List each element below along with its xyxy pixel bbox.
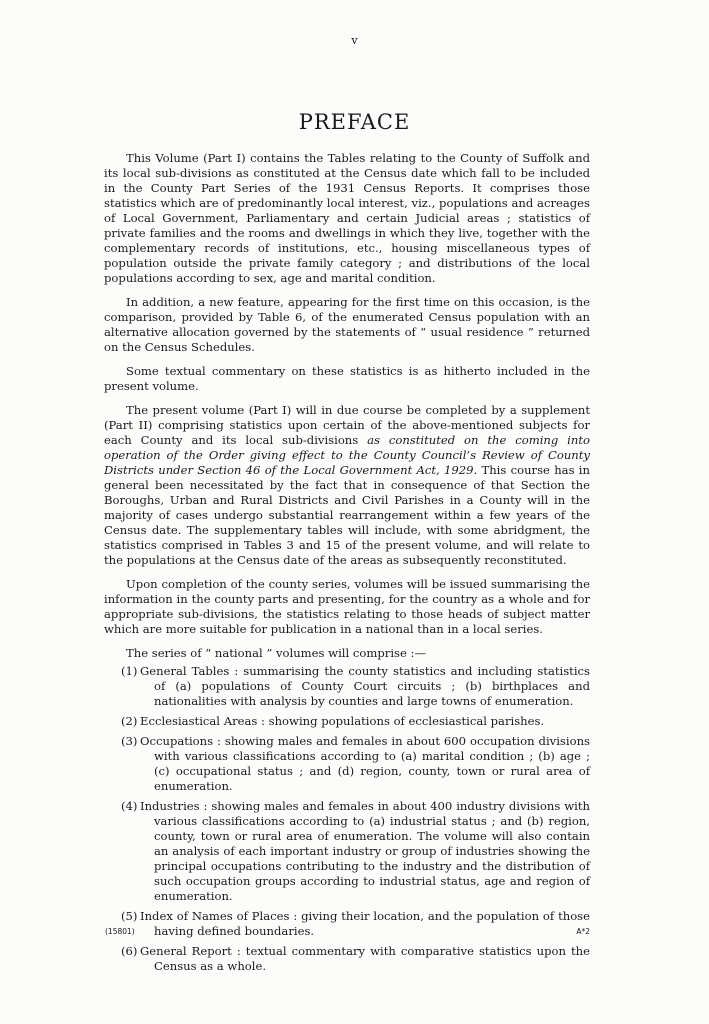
signature-mark: A*2 — [576, 927, 590, 936]
supplement-text-a: The present volume (Part I) will in due course be completed by a supplement (Part II) comprising statistics upon certain of the above-mentioned subjects for each County and its local sub-divisions — [104, 403, 590, 447]
page-title: PREFACE — [298, 110, 411, 134]
list-item: (5) Index of Names of Places : giving their location, and the population of those having defined boundaries. — [121, 909, 590, 938]
list-item: (6) General Report : textual commentary with comparative statistics upon the Census as a whole. — [121, 944, 590, 973]
paragraph-commentary: Some textual commentary on these statistics is as hitherto included in the present volume. — [104, 364, 590, 393]
paragraph-volumes-intro: The series of “ national ” volumes will comprise :— — [126, 646, 427, 660]
list-item: (4) Industries : showing males and females in about 400 industry divisions with various classifications according to (a) industrial status ; and (b) region, county, town or rural area of enumeration. The volume will also contain an analysis of each important industry or group of industries showing the principal occupations contributing to the industry and the distribution of such occupation groups according to industrial status, age and region of enumeration. — [121, 799, 590, 903]
paragraph-supplement — [104, 403, 590, 568]
supplement-text-b: This course has in general been necessitated by the fact that in consequence of that Section the Boroughs, Urban and Rural Districts and Civil Parishes in a County will in the majority of cases undergo substantial rearrangement within a few years of the Census date. The supplementary tables will include, with some abridgment, the statistics comprised in Tables 3 and 15 of the present volume, and will relate to the populations at the Census date of the areas as subsequently reconstituted. — [104, 463, 590, 567]
page-number: v — [351, 34, 358, 47]
page-footer — [105, 927, 590, 936]
print-code: (15801) — [105, 927, 135, 936]
paragraph-national-series: Upon completion of the county series, volumes will be issued summarising the information in the county parts and presenting, for the country as a whole and for appropriate sub-divisions, the statistics relating to those heads of subject matter which are more suitable for publication in a national than in a local series. — [104, 577, 590, 636]
list-item: (1) General Tables : summarising the county statistics and including statistics of (a) populations of County Court circuits ; (b) birthplaces and nationalities with analysis by counties and large towns of enumeration. — [121, 664, 590, 708]
list-item: (2) Ecclesiastical Areas : showing populations of ecclesiastical parishes. — [121, 714, 545, 728]
document-body — [104, 151, 590, 979]
paragraph-scope: This Volume (Part I) contains the Tables relating to the County of Suffolk and its local sub-divisions as constituted at the Census date which fall to be included in the County Part Series of the 1931 Census Reports. It comprises those statistics which are of predominantly local interest, viz., populations and acreages of Local Government, Parliamentary and certain Judicial areas ; statistics of private families and the rooms and dwellings in which they live, together with the complementary records of institutions, etc., housing miscellaneous types of population outside the private family category ; and distributions of the local populations according to sex, age and marital condition. — [104, 151, 590, 285]
supplement-italic: as constituted on the coming into operation of the Order giving effect to the County Council’s Review of County Districts under Section 46 of the Local Government Act, 1929. — [104, 433, 590, 477]
paragraph-new-feature: In addition, a new feature, appearing for the first time on this occasion, is the comparison, provided by Table 6, of the enumerated Census population with an alternative allocation governed by the statements of “ usual residence ” returned on the Census Schedules. — [104, 295, 590, 354]
list-item: (3) Occupations : showing males and females in about 600 occupation divisions with various classifications according to (a) marital condition ; (b) age ; (c) occupational status ; and (d) region, county, town or rural area of enumeration. — [121, 734, 590, 793]
